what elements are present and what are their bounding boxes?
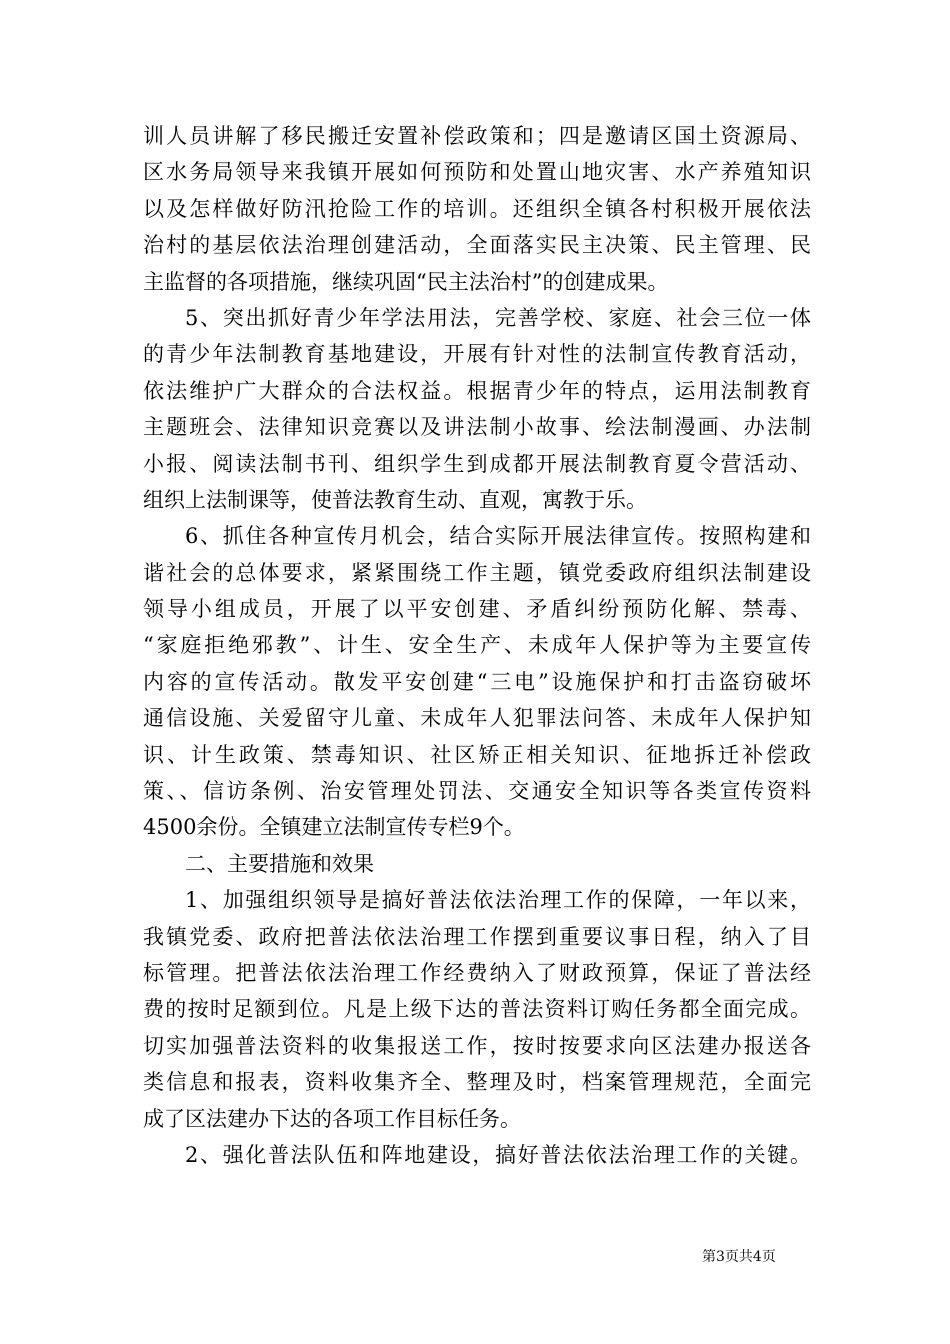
text-line: 切实加强普法资料的收集报送工作，按时按要求向区法建办报送各: [143, 1033, 811, 1058]
text-line: 以及怎样做好防汛抢险工作的培训。还组织全镇各村积极开展依法: [143, 196, 811, 221]
text-line: 费的按时足额到位。凡是上级下达的普法资料订购任务都全面完成。: [143, 997, 811, 1022]
text-line: 小报、阅读法制书刊、组织学生到成都开展法制教育夏令营活动、: [143, 451, 811, 476]
text-line: 区水务局领导来我镇开展如何预防和处置山地灾害、水产养殖知识: [143, 160, 811, 185]
text-line: 2、强化普法队伍和阵地建设，搞好普法依法治理工作的关键。: [185, 1142, 811, 1167]
page-number: 第3页共4页: [702, 1249, 776, 1265]
text-line: 组织上法制课等，使普法教育生动、直观，寓教于乐。: [143, 487, 647, 512]
text-line: 4500余份。全镇建立法制宣传专栏9个。: [143, 815, 525, 840]
text-line: 主题班会、法律知识竞赛以及讲法制小故事、绘法制漫画、办法制: [143, 415, 811, 440]
text-line: 领导小组成员，开展了以平安创建、矛盾纠纷预防化解、禁毒、: [143, 597, 811, 622]
text-line: 识、计生政策、禁毒知识、社区矫正相关知识、征地拆迁补偿政: [143, 742, 811, 767]
text-line: 我镇党委、政府把普法依法治理工作摆到重要议事日程，纳入了目: [143, 924, 811, 949]
text-line: 内容的宣传活动。散发平安创建“三电”设施保护和打击盗窃破坏: [143, 669, 811, 694]
text-line: 谐社会的总体要求，紧紧围绕工作主题，镇党委政府组织法制建设: [143, 560, 811, 585]
text-line: 策、、信访条例、治安管理处罚法、交通安全知识等各类宣传资料: [143, 779, 811, 804]
text-line: 依法维护广大群众的合法权益。根据青少年的特点，运用法制教育: [143, 378, 811, 403]
text-line: 主监督的各项措施，继续巩固“民主法治村”的创建成果。: [143, 269, 669, 294]
text-line: “家庭拒绝邪教”、计生、安全生产、未成年人保护等为主要宣传: [143, 633, 811, 658]
text-line: 5、突出抓好青少年学法用法，完善学校、家庭、社会三位一体: [185, 305, 811, 330]
text-line: 通信设施、关爱留守儿童、未成年人犯罪法问答、未成年人保护知: [143, 706, 811, 731]
text-line: 二、主要措施和效果: [185, 851, 374, 876]
document-body: [143, 118, 811, 1173]
text-line: 类信息和报表，资料收集齐全、整理及时，档案管理规范，全面完: [143, 1070, 811, 1095]
text-line: 训人员讲解了移民搬迁安置补偿政策和；四是邀请区国土资源局、: [143, 124, 811, 148]
text-line: 治村的基层依法治理创建活动，全面落实民主决策、民主管理、民: [143, 233, 811, 258]
text-line: 标管理。把普法依法治理工作经费纳入了财政预算，保证了普法经: [143, 960, 811, 985]
text-line: 1、加强组织领导是搞好普法依法治理工作的保障，一年以来，: [185, 888, 811, 913]
page-footer: [702, 1248, 776, 1266]
text-line: 的青少年法制教育基地建设，开展有针对性的法制宣传教育活动，: [143, 342, 811, 367]
text-line: 成了区法建办下达的各项工作目标任务。: [143, 1106, 521, 1131]
text-line: 6、抓住各种宣传月机会，结合实际开展法律宣传。按照构建和: [185, 524, 811, 549]
